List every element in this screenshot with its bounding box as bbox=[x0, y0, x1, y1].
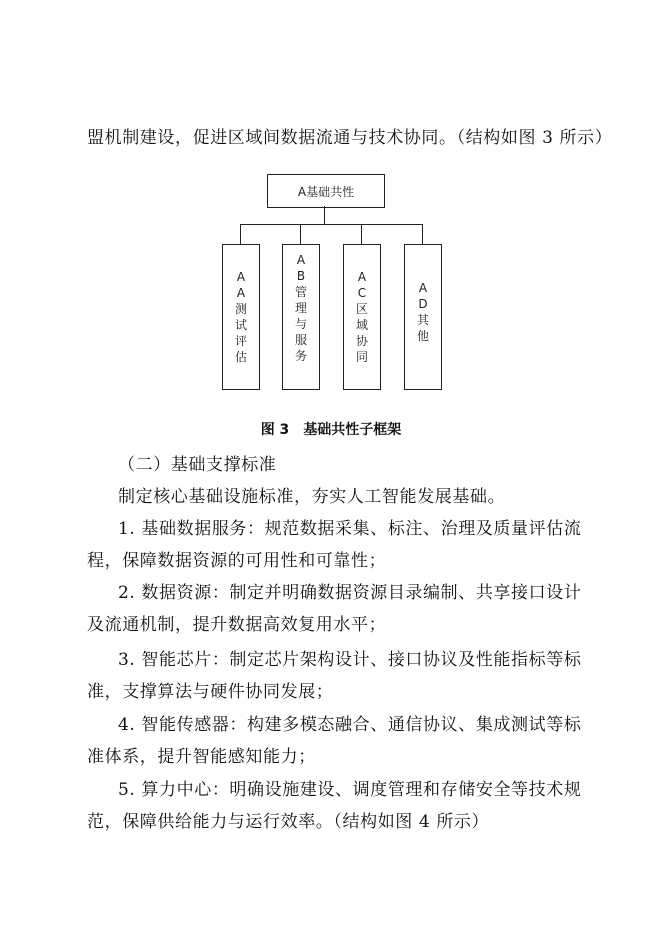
list-item-line: 5. 算力中心：明确设施建设、调度管理和存储安全等技术规 bbox=[118, 780, 582, 800]
list-item-line: 程，保障数据资源的可用性和可靠性； bbox=[87, 551, 387, 571]
diagram-connector-trunk bbox=[324, 206, 325, 225]
list-item-line: 及流通机制，提升数据高效复用水平； bbox=[87, 615, 387, 635]
list-item-line: 准，支撑算法与硬件协同发展； bbox=[87, 682, 334, 702]
diagram-connector-ac bbox=[361, 224, 362, 244]
node-name: 其他 bbox=[416, 313, 429, 343]
section-heading: （二）基础支撑标准 bbox=[118, 455, 277, 475]
diagram-node-ad bbox=[404, 244, 442, 390]
node-name: 区域协同 bbox=[355, 302, 368, 364]
paragraph-line: 盟机制建设，促进区域间数据流通与技术协同。（结构如图 3 所示） bbox=[87, 128, 613, 148]
diagram-node-aa bbox=[222, 244, 260, 390]
diagram-root-node bbox=[267, 174, 385, 208]
node-name: 管理与服务 bbox=[294, 285, 307, 363]
node-code: AB bbox=[296, 253, 306, 283]
list-item-line: 1. 基础数据服务：规范数据采集、标注、治理及质量评估流 bbox=[118, 519, 582, 539]
diagram-connector-ab bbox=[300, 224, 301, 244]
node-code: AA bbox=[236, 270, 246, 300]
figure-label: 图 3 bbox=[260, 422, 290, 438]
list-item-line: 2. 数据资源：制定并明确数据资源目录编制、共享接口设计 bbox=[118, 583, 582, 603]
list-item-line: 范，保障供给能力与运行效率。（结构如图 4 所示） bbox=[87, 812, 490, 832]
figure-title: 基础共性子框架 bbox=[303, 422, 402, 438]
diagram-connector-bus bbox=[240, 224, 423, 225]
diagram-node-ab bbox=[282, 244, 320, 390]
node-code: AC bbox=[357, 270, 367, 300]
figure-caption bbox=[0, 420, 662, 440]
diagram-connector-ad bbox=[422, 224, 423, 244]
list-item-line: 准体系，提升智能感知能力； bbox=[87, 747, 316, 767]
list-item-line: 3. 智能芯片：制定芯片架构设计、接口协议及性能指标等标 bbox=[118, 650, 582, 670]
list-item-line: 4. 智能传感器：构建多模态融合、通信协议、集成测试等标 bbox=[118, 715, 582, 735]
diagram-connector-aa bbox=[240, 224, 241, 244]
node-name: 测试评估 bbox=[234, 302, 247, 364]
node-code: AD bbox=[418, 281, 428, 311]
paragraph-line: 制定核心基础设施标准，夯实人工智能发展基础。 bbox=[118, 487, 506, 507]
diagram-node-ac bbox=[343, 244, 381, 390]
diagram-root-label: A基础共性 bbox=[297, 184, 355, 199]
